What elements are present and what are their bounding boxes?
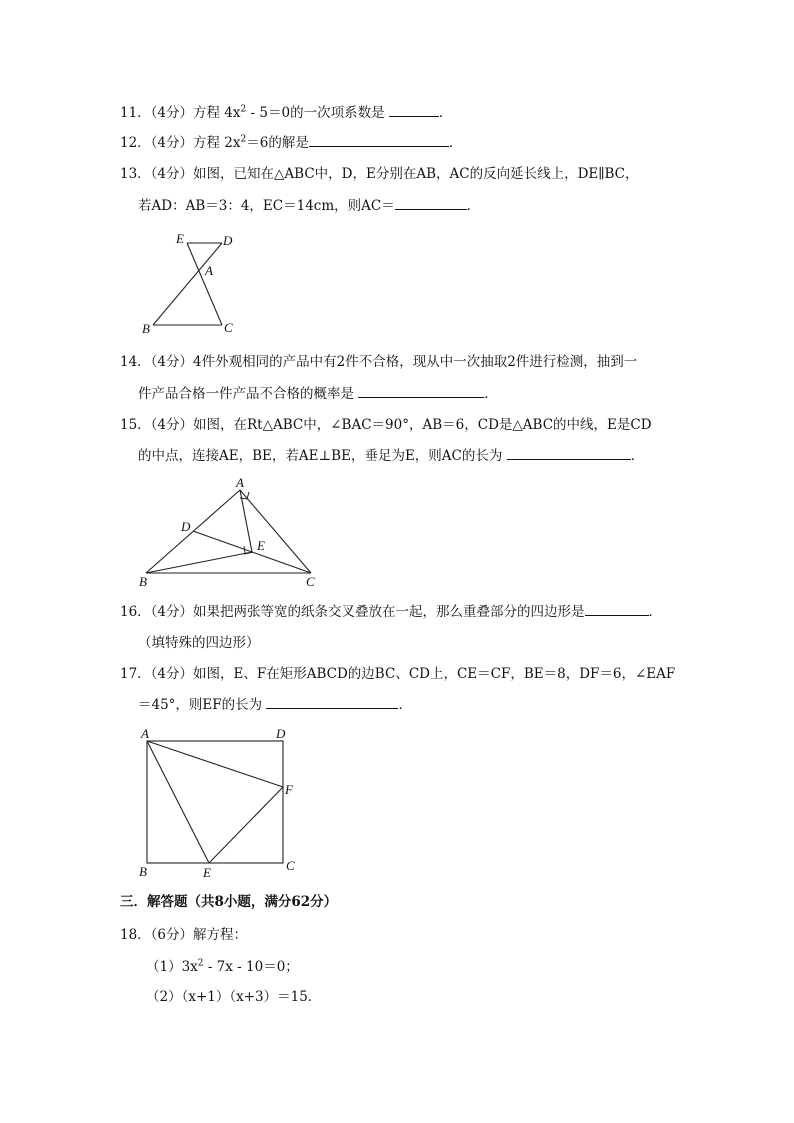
q13-end: ． [466,198,481,214]
label-E: E [176,231,184,246]
label-C: C [224,320,233,335]
question-18-part2: （2）（x+1）（x+3）＝15． [146,989,322,1005]
label-A: A [236,475,244,490]
q13-line2-text: 若AD：AB＝3：4，EC＝14cm，则AC＝ [138,198,395,214]
q14-end: ． [484,386,498,402]
q11-end: ． [438,105,453,121]
section-title: 三．解答题（共8小题，满分62分） [120,894,338,910]
label-E: E [203,865,211,880]
question-18-part1 [146,958,299,976]
label-C: C [306,574,315,589]
label-A: A [141,726,149,741]
q16-end: ． [648,604,663,620]
label-D: D [223,233,233,248]
label-B: B [142,321,150,336]
question-13-line1: 13．（4分）如图，已知在△ABC中，D，E分别在AB，AC的反向延长线上，DE∥BC， [120,166,639,182]
q16-line1-text: 16．（4分）如果把两张等宽的纸条交叉叠放在一起，那么重叠部分的四边形是 [120,604,585,620]
q11-exponent: 2 [240,104,247,115]
label-D: D [181,519,191,534]
q12-exponent: 2 [240,134,247,145]
q18-p1-lead: （1）3x [146,959,198,975]
label-D: D [276,726,286,741]
label-B: B [139,574,147,589]
question-16-line2: （填特殊的四边形） [138,635,260,651]
q11-lead: 11．（4分）方程 4x [120,105,241,121]
q12-tail: ＝6的解是 [246,135,309,151]
q12-end: ． [448,135,463,151]
q15-line2-text: 的中点，连接AE，BE，若AE⊥BE，垂足为E，则AC的长为 [138,448,503,464]
label-A: A [205,263,213,278]
q15-end: ． [630,448,645,464]
q11-tail: - 5＝0的一次项系数是 [246,105,385,121]
q18-p1-exponent: 2 [197,958,204,969]
label-E: E [257,538,265,553]
q18-p1-tail: - 7x - 10＝0； [203,959,299,975]
question-17-line1: 17．（4分）如图，E、F在矩形ABCD的边BC、CD上，CE＝CF，BE＝8，DF＝6，∠EAF [120,666,676,682]
rectangle-ABCD [147,741,283,863]
question-18-title: 18．（6分）解方程： [120,927,248,943]
label-B: B [139,864,147,879]
q17-line2-text: ＝45°，则EF的长为 [138,697,263,713]
label-C: C [286,858,295,873]
label-F: F [285,782,293,797]
segment-EF [209,787,283,863]
q17-end: ． [398,697,412,713]
question-14-line1: 14．（4分）4件外观相同的产品中有2件不合格，现从中一次抽取2件进行检测，抽到一 [120,354,638,370]
q12-lead: 12．（4分）方程 2x [120,135,241,151]
question-15-line1: 15．（4分）如图，在Rt△ABC中，∠BAC＝90°，AB＝6，CD是△ABC的中线，E是CD [120,417,652,433]
q14-line2-text: 件产品合格一件产品不合格的概率是 [138,386,354,402]
